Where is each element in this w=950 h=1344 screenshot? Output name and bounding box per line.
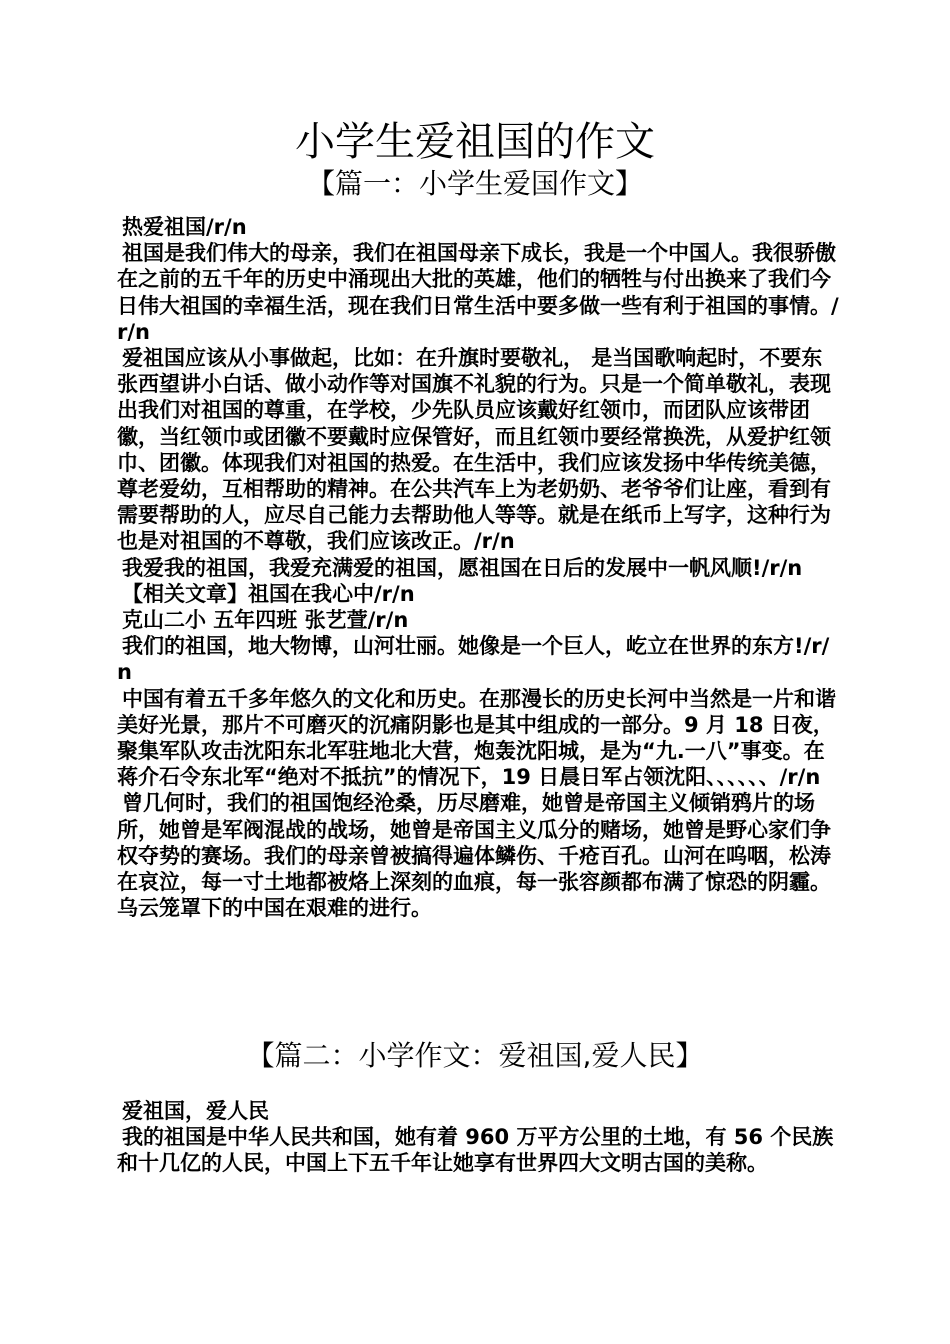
paragraph: 爱祖国，爱人民 [122, 1099, 269, 1123]
section-heading-1: 【篇一：小学生爱国作文】 [306, 167, 643, 200]
paragraph: 克山二小 五年四班 张艺萱/r/n [122, 608, 409, 633]
section-heading-2: 【篇二：小学作文：爱祖国,爱人民】 [246, 1039, 704, 1072]
paragraph: 我爱我的祖国，我爱充满爱的祖国，愿祖国在日后的发展中一帆风顺!/r/n [122, 555, 803, 580]
section-1-body [117, 214, 839, 921]
paragraph: 我的祖国是中华人民共和国，她有着 960 万平方公里的土地，有 56 个民族和十几亿的人民，中国上下五千年让她享有世界四大文明古国的美称。 [117, 1125, 834, 1176]
paragraph: 中国有着五千多年悠久的文化和历史。在那漫长的历史长河中当然是一片和谐美好光景，那片不可磨灭的沉痛阴影也是其中组成的一部分。9 月 18 日夜，聚集军队攻击沈阳东北军驻地北大营，炮轰沈阳城，是为“九.一八”事变。在蒋介石令东北军“绝对不抵抗”的情况下，19 日晨日军占领沈阳、、、、、、/r/n [117, 686, 836, 790]
paragraph: 祖国是我们伟大的母亲，我们在祖国母亲下成长，我是一个中国人。我很骄傲在之前的五千年的历史中涌现出大批的英雄，他们的牺牲与付出换来了我们今日伟大祖国的幸福生活，现在我们日常生活中要多做一些有利于祖国的事情。/r/n [117, 241, 839, 344]
paragraph: 曾几何时，我们的祖国饱经沧桑，历尽磨难，她曾是帝国主义倾销鸦片的场所，她曾是军阀混战的战场，她曾是帝国主义瓜分的赌场，她曾是野心家们争权夺势的赛场。我们的母亲曾被搞得遍体鳞伤、千疮百孔。山河在呜咽，松涛在哀泣，每一寸土地都被烙上深刻的血痕，每一张容颜都布满了惊恐的阴霾。乌云笼罩下的中国在艰难的进行。 [117, 791, 831, 921]
paragraph: 热爱祖国/r/n [122, 215, 247, 239]
document-title: 小学生爱祖国的作文 [295, 119, 655, 165]
paragraph: 我们的祖国，地大物博，山河壮丽。她像是一个巨人，屹立在世界的东方!/r/n [117, 634, 830, 685]
section-2-body [117, 1098, 839, 1177]
paragraph: 【相关文章】祖国在我心中/r/n [122, 581, 415, 606]
paragraph: 爱祖国应该从小事做起，比如：在升旗时要敬礼， 是当国歌响起时，不要东张西望讲小白话、做小动作等对国旗不礼貌的行为。只是一个简单敬礼，表现出我们对祖国的尊重，在学校，少先队员应该戴好红领巾，而团队应该带团徽，当红领巾或团徽不要戴时应保管好，而且红领巾要经常换洗，从爱护红领巾、团徽。体现我们对祖国的热爱。在生活中，我们应该发扬中华传统美德，尊老爱幼，互相帮助的精神。在公共汽车上为老奶奶、老爷爷们让座，看到有需要帮助的人，应尽自己能力去帮助他人等等。就是在纸币上写字，这种行为也是对祖国的不尊敬，我们应该改正。/r/n [117, 346, 831, 554]
